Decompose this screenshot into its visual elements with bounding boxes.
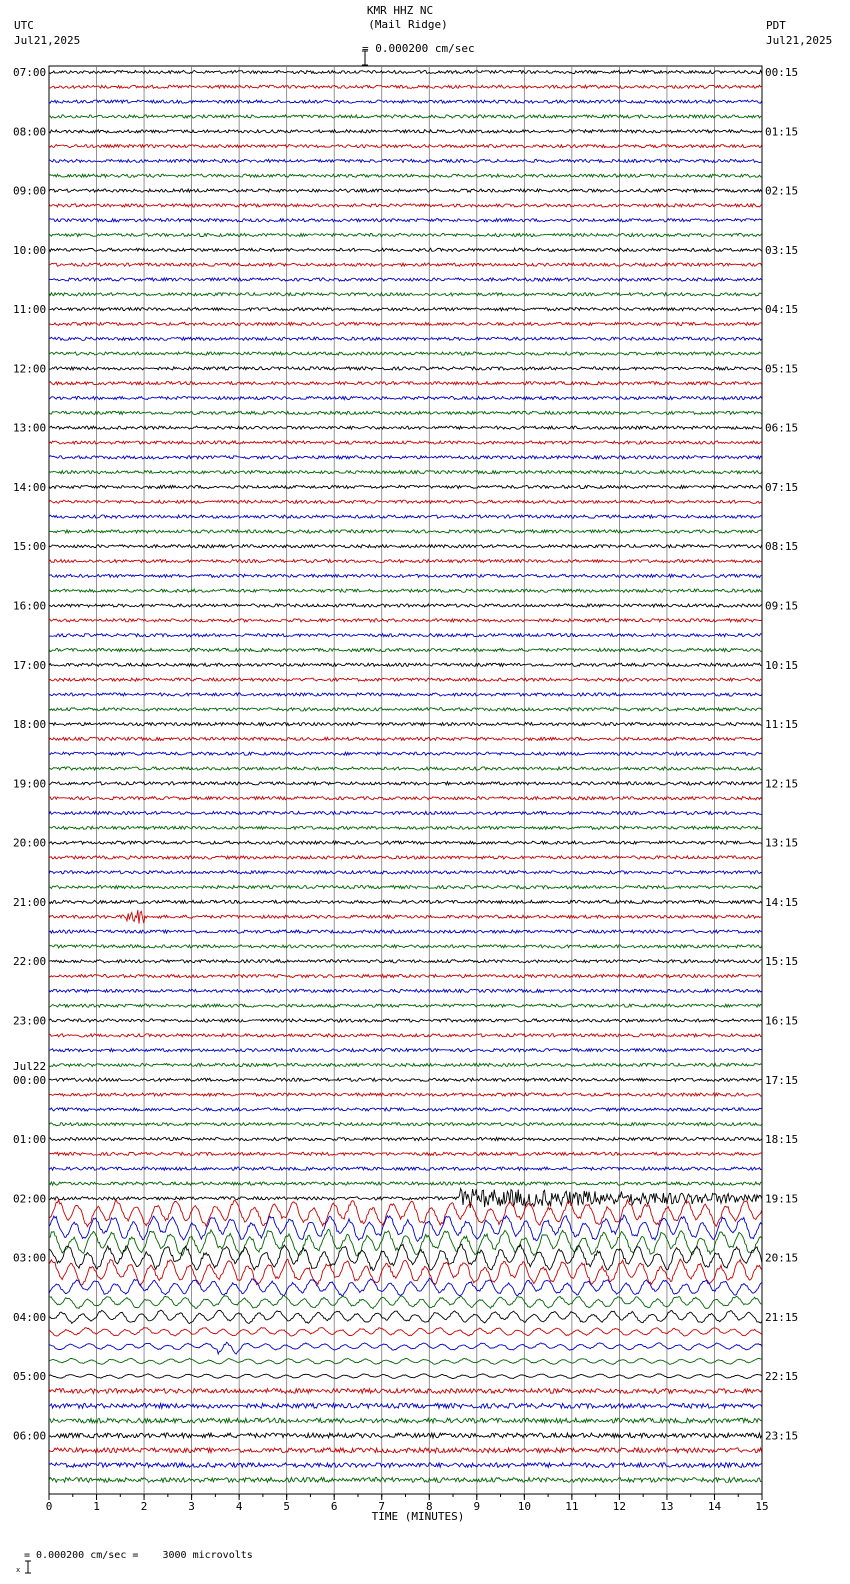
right-hour-label: 02:15 — [765, 184, 799, 198]
trace-line — [49, 1137, 762, 1140]
right-hour-label: 06:15 — [765, 421, 799, 435]
x-tick-label: 9 — [473, 1500, 481, 1513]
right-hour-label: 14:15 — [765, 895, 799, 909]
x-tick-label: 12 — [612, 1500, 627, 1513]
footer-scale-icon — [3, 1548, 21, 1574]
trace-line — [49, 811, 762, 814]
x-tick-label: 10 — [517, 1500, 531, 1513]
trace-line — [49, 426, 762, 429]
right-hour-label: 21:15 — [765, 1310, 799, 1324]
trace-line — [49, 1463, 762, 1468]
left-hour-label: 14:00 — [13, 480, 47, 494]
left-hour-label: 18:00 — [13, 718, 47, 732]
trace-line — [49, 219, 762, 222]
x-tick-label: 1 — [93, 1500, 100, 1513]
right-date: Jul21,2025 — [766, 34, 833, 47]
left-hour-label: 08:00 — [13, 125, 47, 139]
trace-line — [49, 1418, 762, 1423]
trace-line — [49, 1278, 762, 1296]
trace-line — [49, 752, 762, 755]
right-hour-label: 04:15 — [765, 303, 799, 317]
trace-line — [49, 1296, 762, 1309]
trace-line — [49, 1063, 762, 1066]
scale-text: = 0.000200 cm/sec — [362, 42, 475, 55]
trace-line — [49, 1189, 762, 1208]
right-hour-label: 09:15 — [765, 599, 799, 613]
x-axis-title: TIME (MINUTES) — [371, 1510, 465, 1523]
trace-line — [49, 115, 762, 118]
trace-line — [49, 248, 762, 251]
trace-line — [49, 737, 762, 740]
right-hour-label: 22:15 — [765, 1370, 799, 1384]
trace-line — [49, 1049, 762, 1052]
left-hour-label: 21:00 — [13, 895, 47, 909]
trace-line — [49, 1200, 762, 1227]
trace-line — [49, 530, 762, 533]
trace-line — [49, 945, 762, 948]
left-hour-label: 12:00 — [13, 362, 47, 376]
x-tick-label: 7 — [378, 1500, 386, 1513]
seismic-traces — [49, 70, 762, 1482]
x-tick-label: 3 — [188, 1500, 195, 1513]
trace-line — [49, 1093, 762, 1096]
right-hour-label: 08:15 — [765, 540, 799, 554]
left-hour-label: 22:00 — [13, 955, 47, 969]
trace-line — [49, 900, 762, 903]
trace-line — [49, 263, 762, 266]
trace-line — [49, 1433, 762, 1438]
trace-line — [49, 159, 762, 162]
trace-line — [49, 322, 762, 325]
trace-line — [49, 1448, 762, 1453]
x-tick-label: 0 — [45, 1500, 53, 1513]
left-hour-label: 07:00 — [13, 66, 47, 79]
trace-line — [49, 886, 762, 889]
trace-line — [49, 930, 762, 933]
trace-line — [49, 396, 762, 399]
trace-line — [49, 826, 762, 829]
right-hour-label: 05:15 — [765, 362, 799, 376]
trace-line — [49, 910, 762, 924]
x-tick-label: 5 — [283, 1500, 290, 1513]
right-timezone: PDT — [766, 19, 786, 32]
trace-line — [49, 130, 762, 133]
trace-line — [49, 841, 762, 844]
left-hour-label: 11:00 — [13, 303, 47, 317]
left-hour-label: 19:00 — [13, 777, 47, 791]
trace-line — [49, 1310, 762, 1323]
trace-line — [49, 70, 762, 73]
left-hour-label: 10:00 — [13, 243, 47, 257]
trace-line — [49, 989, 762, 992]
x-tick-label: 4 — [235, 1500, 243, 1513]
trace-line — [49, 189, 762, 192]
trace-line — [49, 1374, 762, 1379]
trace-line — [49, 278, 762, 281]
trace-line — [49, 367, 762, 370]
trace-line — [49, 708, 762, 711]
svg-text:x: x — [16, 1566, 21, 1574]
trace-line — [49, 500, 762, 503]
right-hour-label: 00:15 — [765, 66, 799, 79]
trace-line — [49, 174, 762, 177]
trace-line — [49, 1167, 762, 1170]
trace-line — [49, 456, 762, 459]
trace-line — [49, 1389, 762, 1394]
right-hour-label: 10:15 — [765, 658, 799, 672]
x-tick-label: 8 — [425, 1500, 433, 1513]
left-hour-label: 01:00 — [13, 1133, 47, 1147]
left-timezone: UTC — [14, 19, 34, 32]
trace-line — [49, 85, 762, 88]
trace-line — [49, 485, 762, 488]
x-tick-label: 15 — [755, 1500, 769, 1513]
trace-line — [49, 1478, 762, 1483]
left-hour-label: 23:00 — [13, 1014, 47, 1028]
left-hour-label: 09:00 — [13, 184, 47, 198]
left-hour-label: 00:00 — [13, 1073, 47, 1087]
trace-line — [49, 100, 762, 103]
left-hour-label: 15:00 — [13, 540, 47, 554]
station-location: (Mail Ridge) — [368, 18, 448, 31]
right-hour-label: 18:15 — [765, 1133, 799, 1147]
trace-line — [49, 574, 762, 577]
trace-line — [49, 293, 762, 296]
right-hour-label: 12:15 — [765, 777, 799, 791]
trace-line — [49, 1328, 762, 1337]
left-hour-label: 06:00 — [13, 1429, 47, 1443]
trace-line — [49, 352, 762, 355]
left-hour-label: 16:00 — [13, 599, 47, 613]
trace-line — [49, 145, 762, 148]
trace-line — [49, 1403, 762, 1408]
trace-line — [49, 634, 762, 637]
trace-line — [49, 1358, 762, 1364]
trace-line — [49, 1152, 762, 1155]
right-hour-label: 01:15 — [765, 125, 799, 139]
left-hour-label: 05:00 — [13, 1370, 47, 1384]
right-hour-label: 23:15 — [765, 1429, 799, 1443]
trace-line — [49, 871, 762, 874]
left-date: Jul21,2025 — [14, 34, 81, 47]
right-hour-label: 03:15 — [765, 243, 799, 257]
trace-line — [49, 604, 762, 607]
trace-line — [49, 767, 762, 770]
left-hour-label: 17:00 — [13, 658, 47, 672]
right-hour-label: 13:15 — [765, 836, 799, 850]
trace-line — [49, 1078, 762, 1081]
date-change-label: Jul22 — [13, 1059, 47, 1073]
left-hour-label: 13:00 — [13, 421, 47, 435]
trace-line — [49, 589, 762, 592]
trace-line — [49, 1108, 762, 1111]
trace-line — [49, 648, 762, 651]
trace-line — [49, 1004, 762, 1007]
x-tick-label: 13 — [660, 1500, 674, 1513]
trace-line — [49, 441, 762, 444]
right-hour-label: 16:15 — [765, 1014, 799, 1028]
x-tick-label: 11 — [565, 1500, 579, 1513]
x-tick-label: 2 — [140, 1500, 148, 1513]
trace-line — [49, 782, 762, 785]
right-hour-label: 15:15 — [765, 955, 799, 969]
trace-line — [49, 960, 762, 963]
trace-line — [49, 856, 762, 859]
trace-line — [49, 797, 762, 800]
trace-line — [49, 204, 762, 207]
trace-line — [49, 1342, 762, 1354]
footer-scale-note: = 0.000200 cm/sec = 3000 microvolts — [24, 1550, 253, 1561]
trace-line — [49, 515, 762, 518]
trace-line — [49, 471, 762, 474]
left-hour-label: 03:00 — [13, 1251, 47, 1265]
x-tick-label: 14 — [707, 1500, 722, 1513]
trace-line — [49, 678, 762, 681]
trace-line — [49, 693, 762, 696]
trace-line — [49, 663, 762, 666]
trace-line — [49, 1229, 762, 1256]
trace-line — [49, 1182, 762, 1185]
trace-line — [49, 1034, 762, 1037]
trace-line — [49, 337, 762, 340]
right-hour-label: 11:15 — [765, 718, 799, 732]
left-hour-label: 20:00 — [13, 836, 47, 850]
trace-line — [49, 1123, 762, 1126]
trace-line — [49, 308, 762, 311]
trace-line — [49, 723, 762, 726]
x-tick-label: 6 — [330, 1500, 338, 1513]
right-hour-label: 20:15 — [765, 1251, 799, 1265]
trace-line — [49, 233, 762, 236]
right-hour-label: 19:15 — [765, 1192, 799, 1206]
right-hour-label: 07:15 — [765, 480, 799, 494]
trace-line — [49, 411, 762, 414]
left-hour-label: 04:00 — [13, 1310, 47, 1324]
trace-line — [49, 974, 762, 977]
station-title: KMR HHZ NC — [366, 4, 434, 17]
left-hour-label: 02:00 — [13, 1192, 47, 1206]
trace-line — [49, 619, 762, 622]
trace-line — [49, 382, 762, 385]
trace-line — [49, 560, 762, 563]
trace-line — [49, 545, 762, 548]
trace-line — [49, 1019, 762, 1022]
right-hour-label: 17:15 — [765, 1073, 799, 1087]
